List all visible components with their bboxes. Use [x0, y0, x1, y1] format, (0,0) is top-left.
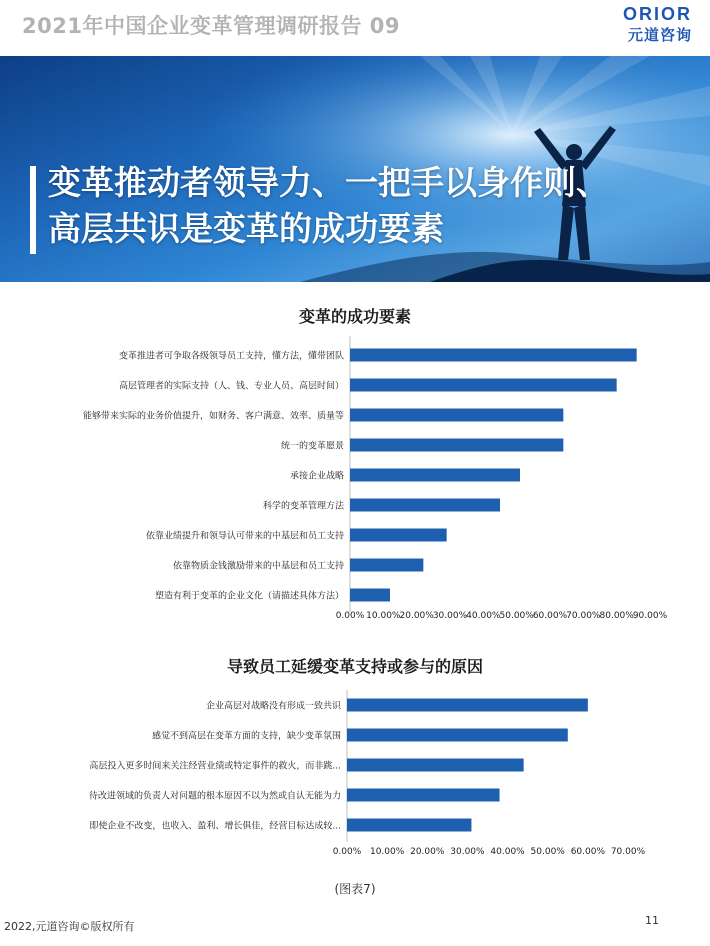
- bar: [350, 559, 423, 572]
- x-tick-label: 0.00%: [335, 611, 365, 621]
- category-label: 即使企业不改变，也收入、盈利、增长俱佳，经营目标达成较...: [89, 821, 341, 832]
- x-tick-label: 40.00%: [490, 847, 525, 857]
- category-label: 能够带来实际的业务价值提升，如财务、客户满意、效率、质量等: [82, 411, 344, 422]
- chart-2-title: 导致员工延缓变革支持或参与的原因: [226, 657, 483, 676]
- figure-caption: (图表7): [334, 882, 376, 896]
- x-tick-label: 50.00%: [499, 611, 534, 621]
- x-tick-label: 30.00%: [450, 847, 485, 857]
- bar: [350, 439, 563, 452]
- category-label: 统一的变革愿景: [280, 441, 344, 452]
- category-label: 科学的变革管理方法: [262, 501, 344, 512]
- bar: [350, 409, 563, 422]
- x-tick-label: 90.00%: [632, 611, 668, 621]
- x-tick-label: 0.00%: [332, 847, 362, 857]
- x-tick-label: 10.00%: [369, 847, 405, 857]
- logo-chinese-name: 元道咨询: [627, 26, 692, 44]
- x-tick-label: 50.00%: [530, 847, 565, 857]
- bar: [350, 499, 500, 512]
- page-number: 11: [645, 914, 659, 927]
- bar: [350, 529, 447, 542]
- company-logo: [600, 4, 692, 44]
- category-label: 依靠物质金钱激励带来的中基层和员工支持: [172, 561, 344, 572]
- bar: [350, 469, 520, 482]
- category-label: 依靠业绩提升和领导认可带来的中基层和员工支持: [145, 531, 344, 542]
- x-tick-label: 20.00%: [410, 847, 445, 857]
- chart-2-delay-reasons: [0, 690, 710, 860]
- category-label: 高层管理者的实际支持（人、钱、专业人员、高层时间）: [118, 381, 344, 392]
- x-tick-label: 40.00%: [466, 611, 501, 621]
- x-tick-label: 60.00%: [532, 611, 568, 621]
- category-label: 感觉不到高层在变革方面的支持，缺少变革氛围: [151, 731, 341, 742]
- category-label: 企业高层对战略没有形成一致共识: [205, 701, 341, 712]
- bar: [350, 589, 390, 602]
- category-label: 承接企业战略: [289, 471, 344, 482]
- logo-wordmark: ORIOR: [622, 4, 692, 24]
- bar: [350, 349, 637, 362]
- category-label: 变革推进者可争取各级领导员工支持，懂方法，懂带团队: [118, 351, 344, 362]
- x-tick-label: 20.00%: [399, 611, 434, 621]
- bar: [350, 379, 617, 392]
- x-tick-label: 70.00%: [610, 847, 646, 857]
- bar: [347, 789, 500, 802]
- bar: [347, 819, 471, 832]
- category-label: 待改进领域的负责人对问题的根本原因不以为然或自认无能为力: [88, 791, 341, 802]
- banner-accent-bar: [30, 166, 36, 254]
- banner-title: [48, 160, 698, 252]
- x-tick-label: 60.00%: [570, 847, 606, 857]
- banner-title-line-1: 变革推动者领导力、一把手以身作则、: [48, 163, 609, 202]
- report-header-title: 2021年中国企业变革管理调研报告 09: [22, 14, 400, 38]
- x-tick-label: 30.00%: [432, 611, 468, 621]
- bar: [347, 699, 588, 712]
- x-tick-label: 10.00%: [366, 611, 401, 621]
- hero-banner: [0, 56, 710, 282]
- chart-1-title: 变革的成功要素: [298, 307, 411, 326]
- chart-1-success-factors: [0, 336, 710, 626]
- footer-copyright: 2022,元道咨询©版权所有: [4, 920, 135, 933]
- bar: [347, 729, 568, 742]
- category-label: 高层投入更多时间来关注经营业绩或特定事件的救火，而非跳...: [89, 761, 341, 772]
- category-label: 塑造有利于变革的企业文化（请描述具体方法）: [154, 591, 344, 602]
- bar: [347, 759, 524, 772]
- banner-title-line-2: 高层共识是变革的成功要素: [48, 209, 444, 248]
- x-tick-label: 70.00%: [566, 611, 601, 621]
- x-tick-label: 80.00%: [599, 611, 634, 621]
